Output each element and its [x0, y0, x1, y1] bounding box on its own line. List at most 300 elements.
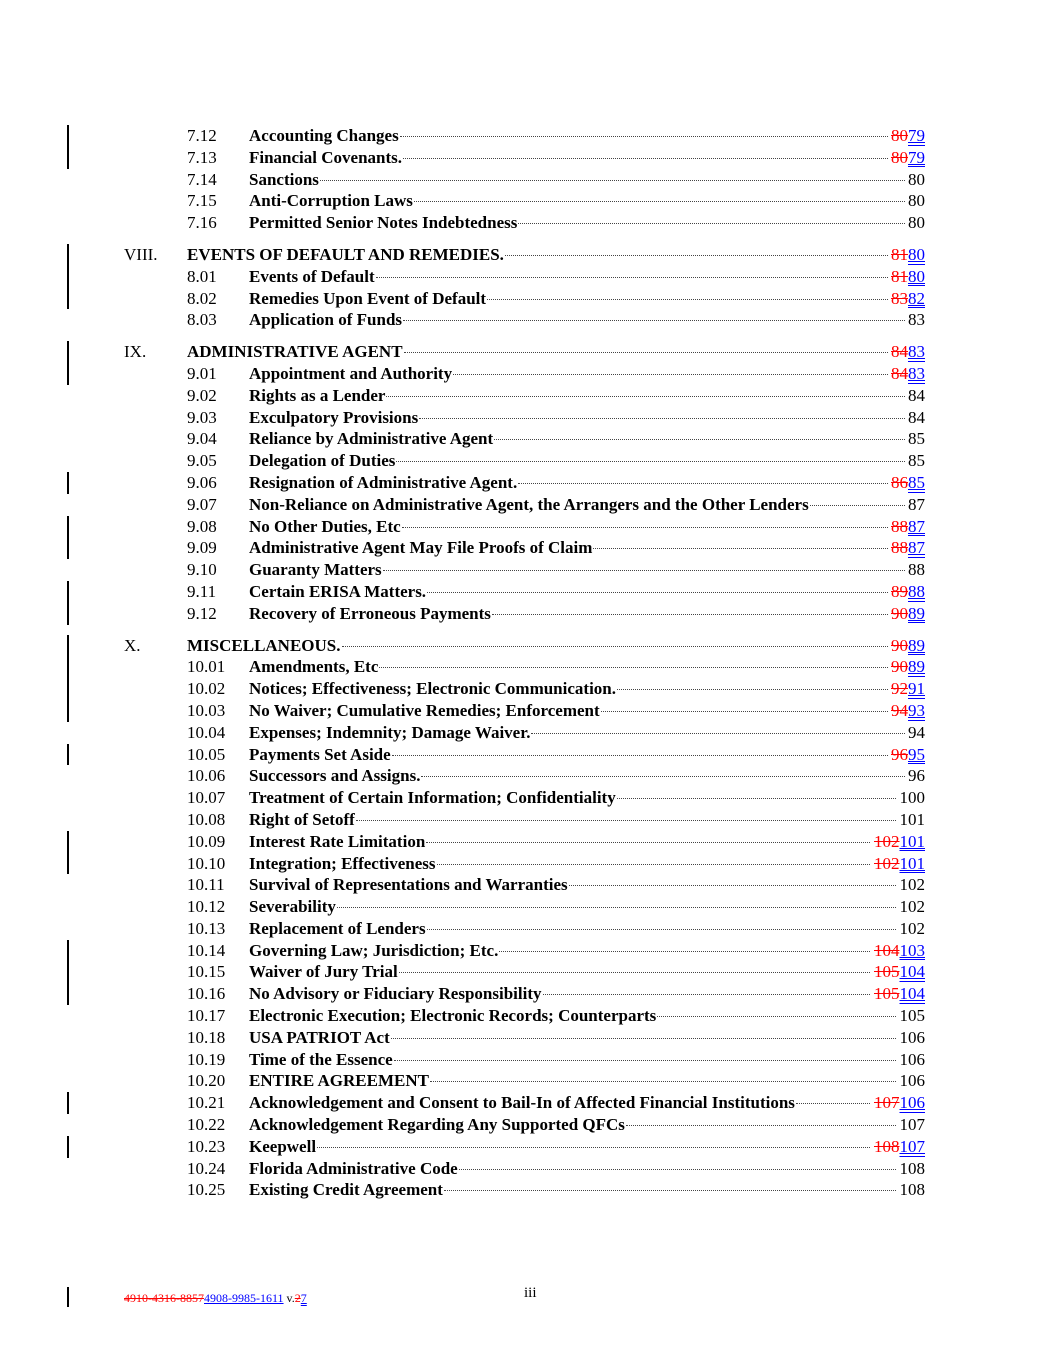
toc-section-row[interactable]	[0, 1136, 1055, 1158]
dot-leader	[403, 158, 888, 159]
toc-section-row[interactable]	[0, 1179, 1055, 1201]
dot-leader	[601, 711, 888, 712]
section-number: 10.19	[187, 1049, 226, 1069]
section-number: 10.14	[187, 940, 226, 960]
page-reference	[891, 341, 925, 363]
section-number: 10.24	[187, 1158, 226, 1178]
section-title[interactable]: Anti-Corruption Laws	[249, 191, 413, 211]
section-number: 7.14	[187, 169, 217, 189]
deleted-page-number: 94	[891, 700, 908, 720]
section-number: 9.12	[187, 603, 217, 623]
change-bar	[67, 363, 69, 385]
section-title[interactable]: Time of the Essence	[249, 1049, 393, 1069]
page-reference: 101	[899, 809, 925, 829]
dot-leader	[657, 1016, 896, 1017]
deleted-page-number: 84	[891, 342, 908, 362]
inserted-page-number: 87	[908, 516, 925, 536]
toc-section-row[interactable]	[0, 169, 1055, 191]
inserted-page-number: 104	[899, 984, 925, 1004]
dot-leader	[400, 136, 888, 137]
inserted-page-number: 80	[908, 244, 925, 264]
inserted-page-number: 101	[899, 831, 925, 851]
section-number: 9.05	[187, 451, 217, 471]
page-reference	[891, 678, 925, 700]
dot-leader	[404, 352, 888, 353]
toc-section-row[interactable]	[0, 450, 1055, 472]
toc-section-row[interactable]	[0, 700, 1055, 722]
section-number: VIII.	[124, 244, 158, 264]
section-title[interactable]: Application of Funds	[249, 310, 403, 330]
page-reference: 102	[899, 875, 925, 895]
page-reference: 80	[908, 213, 925, 233]
page-reference	[891, 603, 925, 625]
section-number: 10.01	[187, 657, 226, 677]
toc-section-row[interactable]	[0, 831, 1055, 853]
page-reference	[874, 831, 925, 853]
section-title[interactable]: USA PATRIOT Act	[249, 1027, 390, 1047]
dot-leader	[626, 1125, 896, 1126]
toc-section-row[interactable]	[0, 1027, 1055, 1049]
deleted-page-number: 89	[891, 581, 908, 601]
section-number: 7.15	[187, 191, 217, 211]
toc-section-row[interactable]	[0, 896, 1055, 918]
change-bar	[67, 1136, 69, 1158]
change-bar	[67, 678, 69, 700]
change-bar	[67, 983, 69, 1005]
toc-section-row[interactable]	[0, 722, 1055, 744]
inserted-page-number: 107	[899, 1136, 925, 1156]
section-number: 10.16	[187, 984, 226, 1004]
deleted-page-number: 81	[891, 244, 908, 264]
dot-leader	[505, 255, 888, 256]
version-label: v.	[283, 1291, 295, 1305]
section-title[interactable]: Events of Default	[249, 266, 375, 286]
change-bar	[67, 635, 69, 657]
inserted-page-number: 83	[908, 363, 925, 383]
dot-leader	[317, 1147, 870, 1148]
inserted-page-number: 106	[899, 1093, 925, 1113]
section-number: 10.25	[187, 1180, 226, 1200]
dot-leader	[492, 614, 888, 615]
toc-section-row[interactable]	[0, 363, 1055, 385]
section-title[interactable]: Non-Reliance on Administrative Agent, the Arrangers and the Other Lenders	[249, 494, 809, 514]
deleted-page-number: 80	[891, 147, 908, 167]
dot-leader	[437, 864, 871, 865]
deleted-doc-id: 4910-4316-8857	[124, 1291, 204, 1305]
toc-section-row[interactable]	[0, 809, 1055, 831]
section-title[interactable]: Acknowledgement Regarding Any Supported QFCs	[249, 1115, 625, 1135]
change-bar	[67, 537, 69, 559]
change-bar	[67, 244, 69, 266]
section-title[interactable]: Rights as a Lender	[249, 385, 386, 405]
toc-section-row[interactable]	[0, 1005, 1055, 1027]
section-number: 10.20	[187, 1071, 226, 1091]
dot-leader	[403, 320, 905, 321]
section-number: IX.	[124, 342, 147, 362]
deleted-page-number: 92	[891, 679, 908, 699]
inserted-page-number: 89	[908, 635, 925, 655]
change-bar	[67, 1092, 69, 1114]
dot-leader	[518, 483, 887, 484]
inserted-page-number: 85	[908, 472, 925, 492]
section-title[interactable]: Sanctions	[249, 169, 319, 189]
page-reference: 88	[908, 560, 925, 580]
page-reference	[874, 983, 925, 1005]
dot-leader	[593, 548, 887, 549]
section-number: 10.22	[187, 1115, 226, 1135]
dot-leader	[453, 374, 888, 375]
section-title[interactable]: Electronic Execution; Electronic Records; Counterparts	[249, 1006, 657, 1026]
change-bar	[67, 656, 69, 678]
section-title[interactable]: Governing Law; Jurisdiction; Etc.	[249, 940, 499, 960]
section-title[interactable]: Remedies Upon Event of Default	[249, 288, 487, 308]
toc-section-row[interactable]	[0, 190, 1055, 212]
deleted-page-number: 90	[891, 635, 908, 655]
toc-section-row[interactable]	[0, 940, 1055, 962]
dot-leader	[518, 223, 904, 224]
toc-article-row[interactable]	[0, 244, 1055, 266]
section-title[interactable]: ENTIRE AGREEMENT	[249, 1071, 429, 1091]
section-title[interactable]: Appointment and Authority	[249, 363, 453, 383]
toc-section-row[interactable]	[0, 385, 1055, 407]
toc-section-row[interactable]	[0, 212, 1055, 234]
change-bar	[67, 288, 69, 310]
section-title[interactable]: Treatment of Certain Information; Confidentiality	[249, 788, 616, 808]
dot-leader	[444, 1190, 896, 1191]
change-bar	[67, 961, 69, 983]
page-reference	[891, 656, 925, 678]
change-bar	[67, 744, 69, 766]
page-reference: 83	[908, 310, 925, 330]
page-reference: 108	[899, 1180, 925, 1200]
toc-section-row[interactable]	[0, 537, 1055, 559]
dot-leader	[386, 396, 904, 397]
section-number: 9.02	[187, 385, 217, 405]
toc-section-row[interactable]	[0, 407, 1055, 429]
deleted-page-number: 83	[891, 288, 908, 308]
section-number: 10.15	[187, 962, 226, 982]
inserted-doc-id: 4908-9985-1611	[204, 1291, 284, 1305]
toc-section-row[interactable]	[0, 603, 1055, 625]
dot-leader	[427, 929, 897, 930]
section-number: 10.21	[187, 1093, 226, 1113]
inserted-page-number: 87	[908, 538, 925, 558]
toc-section-row[interactable]	[0, 288, 1055, 310]
toc-section-row[interactable]	[0, 983, 1055, 1005]
dot-leader	[396, 461, 904, 462]
change-bar	[67, 125, 69, 147]
dot-leader	[499, 951, 870, 952]
dot-leader	[414, 201, 905, 202]
deleted-page-number: 90	[891, 603, 908, 623]
page-reference: 85	[908, 451, 925, 471]
toc-section-row[interactable]	[0, 1158, 1055, 1180]
section-title[interactable]: Right of Setoff	[249, 809, 355, 829]
page-reference: 94	[908, 722, 925, 742]
inserted-page-number: 95	[908, 744, 925, 764]
dot-leader	[391, 1038, 896, 1039]
section-title[interactable]: Replacement of Lenders	[249, 918, 426, 938]
dot-leader	[617, 798, 896, 799]
dot-leader	[379, 667, 887, 668]
inserted-page-number: 82	[908, 288, 925, 308]
section-title[interactable]: No Other Duties, Etc	[249, 516, 401, 536]
section-number: 10.12	[187, 897, 226, 917]
toc-section-row[interactable]	[0, 472, 1055, 494]
page-reference	[874, 961, 925, 983]
dot-leader	[617, 689, 888, 690]
section-title[interactable]: Guaranty Matters	[249, 560, 382, 580]
toc-section-row[interactable]	[0, 787, 1055, 809]
page-reference	[891, 125, 925, 147]
page-reference: 87	[908, 494, 925, 514]
deleted-page-number: 88	[891, 538, 908, 558]
section-title[interactable]: Notices; Effectiveness; Electronic Communication.	[249, 679, 616, 699]
section-number: 10.03	[187, 700, 226, 720]
toc-section-row[interactable]	[0, 853, 1055, 875]
deleted-page-number: 102	[874, 831, 900, 851]
deleted-page-number: 104	[874, 940, 900, 960]
dot-leader	[402, 527, 888, 528]
section-number: 10.18	[187, 1027, 226, 1047]
section-title[interactable]: Financial Covenants.	[249, 147, 403, 167]
section-number: 10.10	[187, 853, 226, 873]
page-reference: 106	[899, 1071, 925, 1091]
section-number: 9.09	[187, 538, 217, 558]
document-id-footer	[124, 1291, 307, 1306]
page-reference	[891, 581, 925, 603]
change-bar	[67, 831, 69, 853]
page-reference: 96	[908, 766, 925, 786]
dot-leader	[320, 180, 905, 181]
page-reference: 105	[899, 1006, 925, 1026]
toc-section-row[interactable]	[0, 125, 1055, 147]
section-title[interactable]: Permitted Senior Notes Indebtedness	[249, 213, 518, 233]
section-title[interactable]: MISCELLANEOUS.	[187, 635, 341, 655]
section-title[interactable]: Successors and Assigns.	[249, 766, 421, 786]
deleted-page-number: 84	[891, 363, 908, 383]
inserted-page-number: 103	[899, 940, 925, 960]
inserted-page-number: 79	[908, 126, 925, 145]
section-title[interactable]: Acknowledgement and Consent to Bail-In of Affected Financial Institutions	[249, 1093, 795, 1113]
change-bar	[67, 700, 69, 722]
inserted-page-number: 83	[908, 342, 925, 362]
section-number: 7.12	[187, 126, 217, 145]
deleted-page-number: 96	[891, 744, 908, 764]
section-number: 9.08	[187, 516, 217, 536]
deleted-page-number: 81	[891, 266, 908, 286]
dot-leader	[426, 842, 870, 843]
page-reference	[891, 516, 925, 538]
toc-section-row[interactable]	[0, 656, 1055, 678]
section-title[interactable]: ADMINISTRATIVE AGENT	[187, 342, 403, 362]
inserted-page-number: 80	[908, 266, 925, 286]
page-reference	[874, 1136, 925, 1158]
page-reference	[891, 472, 925, 494]
section-number: 10.23	[187, 1136, 226, 1156]
change-bar	[67, 266, 69, 288]
dot-leader	[487, 299, 888, 300]
toc-section-row[interactable]	[0, 1070, 1055, 1092]
page-reference	[891, 147, 925, 169]
page-reference	[874, 853, 925, 875]
change-bar	[67, 341, 69, 363]
page-reference	[891, 537, 925, 559]
section-title[interactable]: Accounting Changes	[249, 126, 399, 145]
dot-leader	[494, 439, 905, 440]
dot-leader	[569, 885, 897, 886]
deleted-version: 2	[294, 1291, 301, 1305]
page-reference: 108	[899, 1158, 925, 1178]
dot-leader	[459, 1169, 896, 1170]
dot-leader	[531, 733, 904, 734]
toc-section-row[interactable]	[0, 494, 1055, 516]
page-number: iii	[524, 1285, 537, 1301]
section-number: 9.06	[187, 472, 217, 492]
dot-leader	[419, 418, 905, 419]
change-bar	[67, 940, 69, 962]
toc-section-row[interactable]	[0, 1092, 1055, 1114]
dot-leader	[394, 1060, 897, 1061]
section-number: 9.10	[187, 560, 217, 580]
toc-section-row[interactable]	[0, 765, 1055, 787]
inserted-page-number: 89	[908, 657, 925, 677]
change-bar	[67, 147, 69, 169]
dot-leader	[337, 907, 896, 908]
dot-leader	[342, 646, 888, 647]
deleted-page-number: 108	[874, 1136, 900, 1156]
section-title[interactable]: Delegation of Duties	[249, 451, 396, 471]
inserted-page-number: 91	[908, 679, 925, 699]
page-reference	[891, 744, 925, 766]
section-number: 10.02	[187, 679, 226, 699]
deleted-page-number: 86	[891, 472, 908, 492]
section-number: 7.13	[187, 147, 217, 167]
dot-leader	[427, 592, 888, 593]
toc-section-row[interactable]	[0, 581, 1055, 603]
change-bar	[67, 603, 69, 625]
page-reference	[874, 1092, 925, 1114]
toc-section-row[interactable]	[0, 961, 1055, 983]
section-number: X.	[124, 635, 141, 655]
section-title[interactable]: Existing Credit Agreement	[249, 1180, 443, 1200]
toc-section-row[interactable]	[0, 559, 1055, 581]
dot-leader	[543, 994, 871, 995]
change-bar	[67, 1287, 69, 1307]
inserted-page-number: 93	[908, 700, 925, 720]
page-reference	[891, 266, 925, 288]
toc-section-row[interactable]	[0, 918, 1055, 940]
deleted-page-number: 107	[874, 1093, 900, 1113]
dot-leader	[356, 820, 896, 821]
change-bar	[67, 581, 69, 603]
section-number: 10.04	[187, 722, 226, 742]
section-title[interactable]: Severability	[249, 897, 336, 917]
page-reference: 80	[908, 191, 925, 211]
section-title[interactable]: No Waiver; Cumulative Remedies; Enforcement	[249, 700, 600, 720]
change-bar	[67, 472, 69, 494]
page-reference	[891, 363, 925, 385]
section-title[interactable]: Amendments, Etc	[249, 657, 379, 677]
dot-leader	[399, 972, 871, 973]
toc-section-row[interactable]	[0, 309, 1055, 331]
dot-leader	[810, 505, 905, 506]
toc-article-row[interactable]	[0, 341, 1055, 363]
section-title[interactable]: Waiver of Jury Trial	[249, 962, 398, 982]
page-reference: 107	[899, 1115, 925, 1135]
page-reference: 106	[899, 1027, 925, 1047]
dot-leader	[430, 1081, 896, 1082]
toc-section-row[interactable]	[0, 874, 1055, 896]
page-reference	[891, 244, 925, 266]
toc-section-row[interactable]	[0, 1114, 1055, 1136]
page-reference: 80	[908, 169, 925, 189]
dot-leader	[376, 277, 888, 278]
page-reference: 102	[899, 918, 925, 938]
page-reference	[874, 940, 925, 962]
section-title[interactable]: Resignation of Administrative Agent.	[249, 472, 518, 492]
section-title[interactable]: Recovery of Erroneous Payments	[249, 603, 491, 623]
deleted-page-number: 105	[874, 984, 900, 1004]
section-number: 10.07	[187, 788, 226, 808]
section-number: 9.03	[187, 407, 217, 427]
section-title[interactable]: Reliance by Administrative Agent	[249, 429, 494, 449]
section-title[interactable]: Certain ERISA Matters.	[249, 581, 427, 601]
section-title[interactable]: No Advisory or Fiduciary Responsibility	[249, 984, 542, 1004]
toc-section-row[interactable]	[0, 1049, 1055, 1071]
toc-section-row[interactable]	[0, 266, 1055, 288]
page-reference: 84	[908, 385, 925, 405]
inserted-page-number: 88	[908, 581, 925, 601]
toc-section-row[interactable]	[0, 428, 1055, 450]
toc-section-row[interactable]	[0, 516, 1055, 538]
section-title[interactable]: Survival of Representations and Warranties	[249, 875, 568, 895]
page-reference: 106	[899, 1049, 925, 1069]
section-title[interactable]: Interest Rate Limitation	[249, 831, 426, 851]
toc-section-row[interactable]	[0, 147, 1055, 169]
page-reference: 102	[899, 897, 925, 917]
section-number: 9.07	[187, 494, 217, 514]
dot-leader	[796, 1103, 870, 1104]
deleted-page-number: 102	[874, 853, 900, 873]
inserted-page-number: 89	[908, 603, 925, 623]
section-title[interactable]: Expenses; Indemnity; Damage Waiver.	[249, 722, 531, 742]
section-title[interactable]: Administrative Agent May File Proofs of Claim	[249, 538, 593, 558]
toc-section-row[interactable]	[0, 678, 1055, 700]
deleted-page-number: 90	[891, 657, 908, 677]
section-number: 10.09	[187, 831, 226, 851]
toc-section-row[interactable]	[0, 744, 1055, 766]
section-title[interactable]: Exculpatory Provisions	[249, 407, 419, 427]
section-number: 10.08	[187, 809, 226, 829]
section-number: 7.16	[187, 213, 217, 233]
change-bar	[67, 516, 69, 538]
section-title[interactable]: Florida Administrative Code	[249, 1158, 458, 1178]
section-title[interactable]: Payments Set Aside	[249, 744, 391, 764]
page-reference: 84	[908, 407, 925, 427]
toc-article-row[interactable]	[0, 635, 1055, 657]
section-title[interactable]: Keepwell	[249, 1136, 317, 1156]
deleted-page-number: 105	[874, 962, 900, 982]
section-number: 8.01	[187, 266, 217, 286]
page-reference	[891, 288, 925, 310]
section-number: 9.04	[187, 429, 217, 449]
section-number: 8.03	[187, 310, 217, 330]
section-title[interactable]: EVENTS OF DEFAULT AND REMEDIES.	[187, 244, 504, 264]
section-title[interactable]: Integration; Effectiveness	[249, 853, 436, 873]
deleted-page-number: 80	[891, 126, 908, 145]
dot-leader	[383, 570, 905, 571]
